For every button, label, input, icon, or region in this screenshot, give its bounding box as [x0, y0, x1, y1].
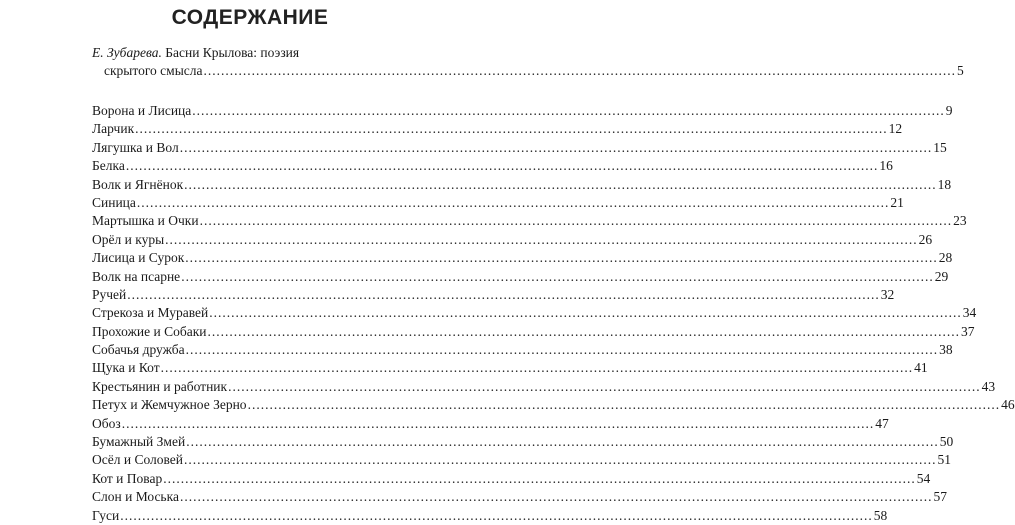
toc-entry-title: Собачья дружба: [92, 342, 185, 358]
intro-entry: [92, 44, 964, 80]
toc-entry: [92, 451, 952, 469]
toc-entry-page-number: 16: [879, 158, 893, 174]
toc-entry-title: Крестьянин и работник: [92, 378, 228, 394]
toc-entry-page-number: 57: [933, 489, 947, 505]
dot-leader: [228, 378, 981, 396]
toc-entry: [92, 359, 928, 377]
toc-entry-title: Осёл и Соловей: [92, 452, 184, 468]
toc-entry: [92, 157, 893, 175]
dot-leader: [248, 396, 1001, 414]
toc-entry-page-number: 37: [960, 323, 975, 339]
toc-entry-page-number: 18: [937, 176, 952, 192]
dot-leader: [209, 304, 962, 322]
toc-entry: [92, 433, 954, 451]
toc-entry-page-number: 32: [880, 286, 895, 302]
toc-entry-page-number: 26: [918, 231, 933, 247]
toc-entry: [92, 102, 953, 120]
toc-entry-page-number: 58: [873, 507, 888, 523]
toc-entry: [92, 470, 931, 488]
dot-leader: [204, 62, 957, 80]
toc-entry-title: Обоз: [92, 415, 121, 431]
toc-entry: [92, 304, 977, 322]
toc-entry: [92, 194, 904, 212]
toc-entry: [92, 176, 952, 194]
toc-entry-page-number: 54: [916, 470, 931, 486]
toc-entry-title: Лисица и Сурок: [92, 250, 185, 266]
toc-entry-page-number: 23: [953, 213, 967, 229]
dot-leader: [126, 157, 879, 175]
toc-entry-title: Бумажный Змей: [92, 434, 186, 450]
toc-entry-title: Гуси: [92, 507, 120, 523]
dot-leader: [137, 194, 890, 212]
toc-entry-title: Белка: [92, 158, 125, 174]
dot-leader: [200, 212, 953, 230]
toc-entry-title: Ларчик: [92, 121, 135, 137]
toc-entry-page-number: 38: [939, 342, 953, 358]
toc-entry-title: Петух и Жемчужное Зерно: [92, 397, 247, 413]
dot-leader: [185, 249, 938, 267]
dot-leader: [135, 120, 888, 138]
toc-entry: [92, 323, 975, 341]
toc-entry-title: Прохожие и Собаки: [92, 323, 207, 339]
dot-leader: [180, 139, 933, 157]
toc-entry-title: Ворона и Лисица: [92, 103, 192, 118]
toc-entry-page-number: 46: [1001, 397, 1015, 413]
intro-line-1: [92, 44, 404, 62]
toc-entry-page-number: 50: [939, 434, 954, 450]
dot-leader: [184, 176, 937, 194]
toc-entry: [92, 139, 947, 157]
dot-leader: [180, 488, 933, 506]
toc-entry: [92, 507, 888, 525]
toc-entry: [92, 396, 1015, 414]
toc-entry-title: Мартышка и Очки: [92, 213, 199, 229]
dot-leader: [186, 433, 939, 451]
toc-entry: [92, 268, 949, 286]
toc-entry: [92, 120, 903, 138]
toc-entry: [92, 249, 953, 267]
toc-entry-title: Щука и Кот: [92, 360, 160, 376]
dot-leader: [165, 231, 918, 249]
intro-line-2: [92, 62, 964, 80]
toc-entry-title: Стрекоза и Муравей: [92, 305, 209, 321]
toc-entry-page-number: 21: [890, 194, 904, 210]
dot-leader: [120, 507, 873, 525]
toc-entry-page-number: 43: [981, 378, 996, 394]
toc-entry-page-number: 51: [937, 452, 952, 468]
intro-page-number: 5: [957, 63, 964, 78]
toc-entry: [92, 286, 895, 304]
toc-entry-title: Лягушка и Вол: [92, 139, 179, 155]
dot-leader: [127, 286, 880, 304]
toc-list: [92, 102, 1015, 525]
intro-title-part-2: скрытого смысла: [104, 63, 203, 78]
toc-entry-page-number: 34: [962, 305, 977, 321]
toc-entry-title: Кот и Повар: [92, 470, 163, 486]
toc-entry-page-number: 28: [938, 250, 953, 266]
dot-leader: [122, 415, 875, 433]
toc-entry-page-number: 9: [945, 103, 953, 118]
dot-leader: [163, 470, 916, 488]
intro-author: Е. Зубарева.: [92, 45, 162, 60]
toc-entry: [92, 415, 889, 433]
toc-entry-page-number: 15: [933, 139, 947, 155]
toc-entry: [92, 341, 953, 359]
dot-leader: [184, 451, 937, 469]
dot-leader: [192, 102, 945, 120]
dot-leader: [161, 359, 914, 377]
toc-entry: [92, 212, 967, 230]
dot-leader: [207, 323, 960, 341]
dot-leader: [181, 268, 934, 286]
toc-entry-page-number: 12: [888, 121, 903, 137]
toc-entry-page-number: 29: [934, 268, 949, 284]
toc-entry: [92, 231, 933, 249]
dot-leader: [186, 341, 939, 359]
intro-title-part-1: Басни Крылова: поэзия: [165, 45, 300, 60]
page-title: СОДЕРЖАНИЕ: [171, 6, 329, 29]
toc-entry: [92, 378, 996, 396]
toc-entry-title: Волк на псарне: [92, 268, 181, 284]
toc-entry-title: Слон и Моська: [92, 489, 179, 505]
toc-entry-page-number: 41: [914, 360, 928, 376]
toc-entry-title: Синица: [92, 194, 136, 210]
toc-entry-title: Ручей: [92, 286, 127, 302]
toc-entry-title: Волк и Ягнёнок: [92, 176, 184, 192]
toc-entry-title: Орёл и куры: [92, 231, 165, 247]
toc-entry-page-number: 47: [875, 415, 889, 431]
toc-entry: [92, 488, 947, 506]
